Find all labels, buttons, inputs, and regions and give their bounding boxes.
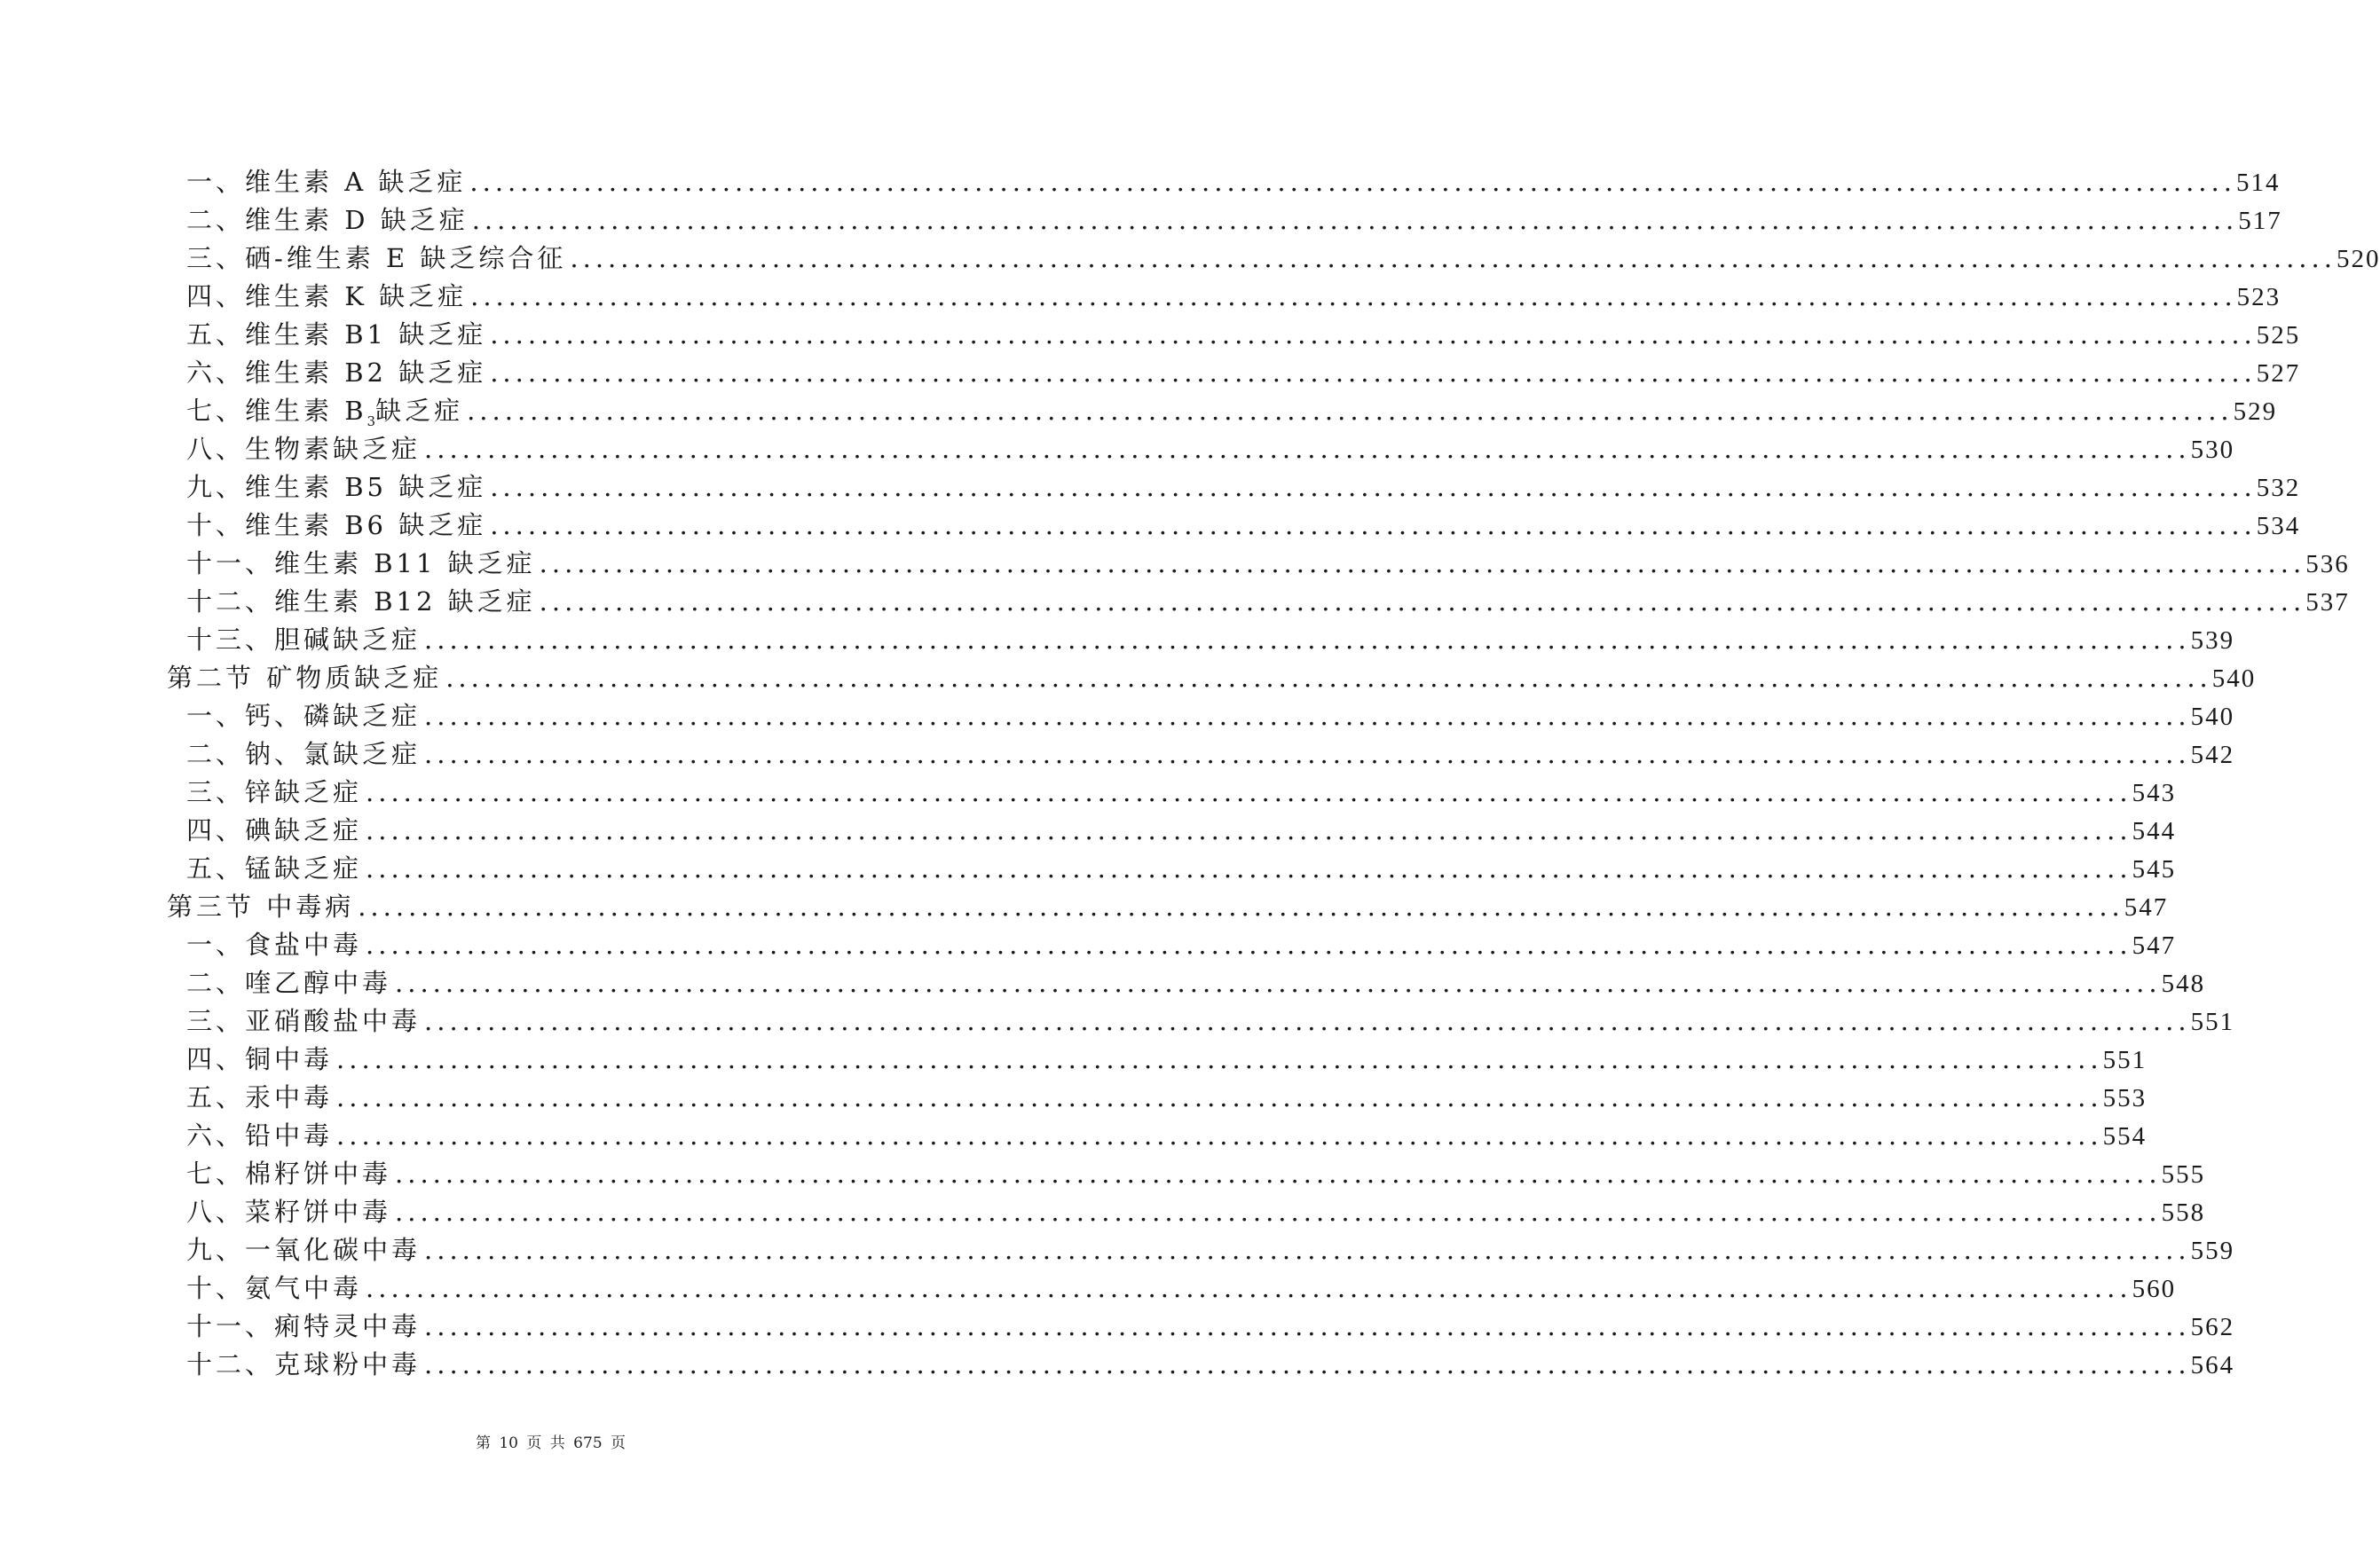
toc-leader-dots: ............................................................................................................................................ [424, 434, 2191, 464]
toc-entry[interactable] [186, 545, 2350, 583]
toc-entry-title: 十、维生素 B6 缺乏症 [186, 510, 487, 540]
toc-page-number: 523 [2236, 283, 2281, 311]
toc-entry[interactable] [186, 1079, 2148, 1117]
toc-entry[interactable] [186, 1346, 2235, 1384]
toc-entry[interactable] [186, 1041, 2148, 1079]
toc-leader-dots: ............................................................................................................................................ [395, 1197, 2162, 1227]
toc-leader-dots: ............................................................................................................................................ [490, 510, 2257, 540]
toc-entry[interactable] [186, 201, 2282, 240]
toc-entry-title-tail: 缺乏症 [375, 396, 464, 426]
toc-entry-title: 二、钠、氯缺乏症 [186, 739, 422, 769]
toc-entry-title: 七、棉籽饼中毒 [186, 1159, 392, 1189]
toc-entry[interactable] [186, 850, 2177, 888]
toc-leader-dots: ............................................................................................................................................ [366, 853, 2132, 884]
toc-leader-dots: ............................................................................................................................................ [395, 1159, 2162, 1189]
toc-entry[interactable] [186, 240, 2380, 278]
toc-leader-dots: ............................................................................................................................................ [470, 281, 2237, 311]
toc-leader-dots: ............................................................................................................................................ [424, 1235, 2191, 1265]
toc-entry-title: 一、钙、磷缺乏症 [186, 701, 422, 731]
toc-page-number: 547 [2124, 893, 2169, 922]
toc-page-number: 514 [2235, 169, 2281, 197]
toc-page-number: 540 [2190, 703, 2235, 731]
toc-leader-dots: ............................................................................................................................................ [366, 815, 2132, 845]
toc-entry[interactable] [186, 278, 2281, 316]
toc-entry[interactable] [186, 583, 2350, 621]
toc-leader-dots: ............................................................................................................................................ [445, 663, 2212, 693]
toc-page-number: 539 [2190, 626, 2235, 655]
toc-entry-title: 一、食盐中毒 [186, 930, 363, 960]
toc-page-number: 536 [2305, 550, 2350, 578]
toc-entry[interactable] [186, 316, 2301, 354]
toc-entry-title: 九、一氧化碳中毒 [186, 1235, 422, 1265]
toc-entry[interactable] [186, 1193, 2206, 1231]
toc-leader-dots: ............................................................................................................................................ [424, 1349, 2191, 1379]
toc-entry-title: 十一、维生素 B11 缺乏症 [186, 548, 536, 578]
toc-leader-dots: ............................................................................................................................................ [424, 1311, 2191, 1341]
toc-entry-title: 八、菜籽饼中毒 [186, 1197, 392, 1227]
toc-leader-dots: ............................................................................................................................................ [336, 1044, 2103, 1074]
toc-page-number: 562 [2190, 1313, 2235, 1341]
toc-page-number: 551 [2190, 1008, 2235, 1036]
toc-page-number: 555 [2161, 1160, 2206, 1189]
toc-entry-title: 十、氨气中毒 [186, 1273, 363, 1303]
toc-entry-title-main: 七、维生素 B [186, 396, 367, 426]
toc-entry[interactable] [186, 774, 2177, 812]
page-footer: 第 10 页 共 675 页 [475, 1434, 627, 1452]
toc-entry-title: 三、亚硝酸盐中毒 [186, 1006, 422, 1036]
toc-entry-title: 三、硒-维生素 E 缺乏综合征 [186, 243, 567, 273]
toc-entry-title-subscript: 3 [366, 413, 376, 429]
toc-entry[interactable] [186, 163, 2281, 201]
toc-leader-dots: ............................................................................................................................................ [471, 205, 2239, 235]
toc-entry-title: 第三节 中毒病 [167, 892, 355, 922]
toc-entry-title: 二、喹乙醇中毒 [186, 968, 392, 998]
toc-page-number: 534 [2256, 512, 2301, 540]
toc-page-number: 537 [2305, 588, 2350, 617]
toc-page-number: 560 [2132, 1275, 2177, 1303]
toc-entry-title: 二、维生素 D 缺乏症 [186, 205, 469, 235]
toc-leader-dots: ............................................................................................................................................ [490, 319, 2257, 350]
toc-page-number: 551 [2102, 1046, 2148, 1074]
toc-leader-dots: ............................................................................................................................................ [336, 1120, 2103, 1151]
toc-entry-title: 八、生物素缺乏症 [186, 434, 422, 464]
toc-entry-title: 六、维生素 B2 缺乏症 [186, 358, 487, 388]
toc-section-entry[interactable] [167, 888, 2169, 926]
toc-entry[interactable] [186, 430, 2235, 468]
toc-leader-dots: ............................................................................................................................................ [358, 892, 2124, 922]
toc-page-number: 553 [2102, 1084, 2148, 1112]
toc-entry[interactable] [186, 507, 2301, 545]
toc-entry-title: 五、汞中毒 [186, 1082, 334, 1112]
toc-entry[interactable] [186, 812, 2177, 850]
toc-page-number: 530 [2190, 436, 2235, 464]
toc-page-number: 545 [2132, 855, 2177, 884]
toc-leader-dots: ............................................................................................................................................ [424, 701, 2191, 731]
toc-page-number: 543 [2132, 779, 2177, 807]
toc-page-number: 532 [2256, 474, 2301, 502]
toc-entry[interactable] [186, 1117, 2148, 1155]
toc-leader-dots: ............................................................................................................................................ [366, 777, 2132, 807]
toc-page-number: 564 [2190, 1351, 2235, 1379]
toc-leader-dots: ............................................................................................................................................ [336, 1082, 2103, 1112]
toc-leader-dots: ............................................................................................................................................ [490, 472, 2257, 502]
toc-page-number: 548 [2161, 970, 2206, 998]
toc-leader-dots: ............................................................................................................................................ [366, 1273, 2132, 1303]
toc-entry-title: 五、锰缺乏症 [186, 853, 363, 884]
toc-page-number: 559 [2190, 1237, 2235, 1265]
toc-leader-dots: ............................................................................................................................................ [539, 586, 2306, 617]
toc-leader-dots: ............................................................................................................................................ [395, 968, 2162, 998]
toc-entry[interactable] [186, 926, 2177, 964]
toc-entry[interactable] [186, 735, 2235, 774]
toc-entry[interactable] [186, 621, 2235, 659]
toc-page-number: 529 [2233, 397, 2278, 426]
toc-leader-dots: ............................................................................................................................................ [467, 396, 2234, 426]
toc-page-number: 527 [2256, 359, 2301, 388]
toc-entry-title: 十一、痢特灵中毒 [186, 1311, 422, 1341]
toc-page-number: 547 [2132, 931, 2177, 960]
toc-leader-dots: ............................................................................................................................................ [424, 739, 2191, 769]
toc-leader-dots: ............................................................................................................................................ [424, 1006, 2191, 1036]
toc-entry-title: 四、维生素 K 缺乏症 [186, 281, 468, 311]
toc-entry[interactable] [186, 964, 2206, 1002]
toc-entry-title: 一、维生素 A 缺乏症 [186, 167, 467, 197]
toc-entry-title: 六、铅中毒 [186, 1120, 334, 1151]
toc-page-number: 544 [2132, 817, 2177, 845]
toc-leader-dots: ............................................................................................................................................ [366, 930, 2132, 960]
toc-page-number: 554 [2102, 1122, 2148, 1151]
toc-page-number: 542 [2190, 741, 2235, 769]
toc-page-number: 525 [2256, 321, 2301, 350]
toc-entry-title: 四、碘缺乏症 [186, 815, 363, 845]
table-of-contents [167, 163, 2380, 1384]
toc-section-entry[interactable] [167, 659, 2257, 697]
toc-entry[interactable] [186, 1308, 2235, 1346]
toc-entry-title: 三、锌缺乏症 [186, 777, 363, 807]
toc-entry[interactable] [186, 1155, 2206, 1193]
toc-page-number: 558 [2161, 1198, 2206, 1227]
toc-entry-title: 九、维生素 B5 缺乏症 [186, 472, 487, 502]
toc-page-number: 540 [2211, 664, 2257, 693]
toc-entry[interactable] [186, 468, 2301, 507]
toc-entry-title: 第二节 矿物质缺乏症 [167, 663, 443, 693]
toc-leader-dots: ............................................................................................................................................ [424, 625, 2191, 655]
toc-entry-title: 四、铜中毒 [186, 1044, 334, 1074]
toc-entry-title: 十二、维生素 B12 缺乏症 [186, 586, 536, 617]
toc-entry[interactable] [186, 354, 2301, 392]
toc-entry[interactable] [186, 392, 2278, 430]
toc-entry-title: 十三、胆碱缺乏症 [186, 625, 422, 655]
toc-entry[interactable] [186, 697, 2235, 735]
toc-leader-dots: ............................................................................................................................................ [490, 358, 2257, 388]
toc-page-number: 520 [2336, 245, 2380, 273]
toc-page-number: 517 [2238, 207, 2282, 235]
toc-entry[interactable] [186, 1002, 2235, 1041]
toc-leader-dots: ............................................................................................................................................ [539, 548, 2306, 578]
toc-entry[interactable] [186, 1269, 2177, 1308]
toc-leader-dots: ............................................................................................................................................ [469, 167, 2236, 197]
toc-entry-title: 十二、克球粉中毒 [186, 1349, 422, 1379]
toc-entry-title: 五、维生素 B1 缺乏症 [186, 319, 487, 350]
toc-entry[interactable] [186, 1231, 2235, 1269]
toc-leader-dots: ............................................................................................................................................ [570, 243, 2337, 273]
